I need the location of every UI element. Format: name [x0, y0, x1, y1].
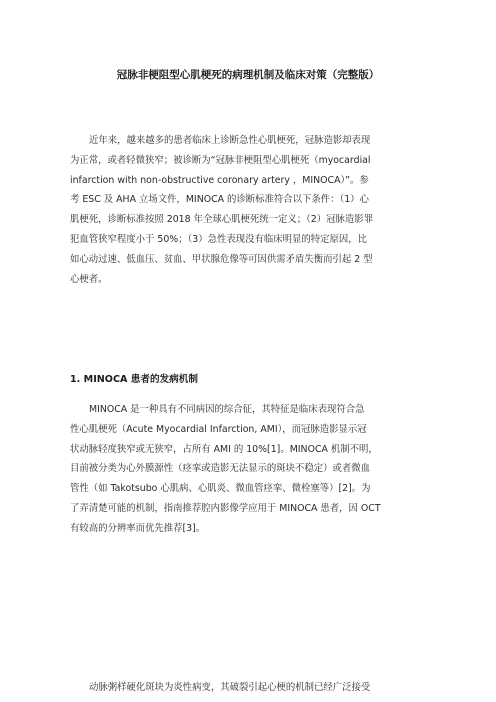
paragraph-line: 目前被分类为心外膜源性（痉挛或造影无法显示的斑块不稳定）或者微血 [70, 463, 371, 475]
paragraph-line: 管性（如 Takotsubo 心肌病、心肌炎、微血管痉挛、微栓塞等）[2]。为 [70, 483, 371, 495]
paragraph-line: 了弄清楚可能的机制，指南推荐腔内影像学应用于 MINOCA 患者，因 OCT [70, 502, 381, 514]
paragraph-line: 肌梗死，诊断标准按照 2018 年全球心肌梗死统一定义；（2）冠脉造影罪 [70, 214, 373, 226]
paragraph-line: 动脉粥样硬化斑块为炎性病变，其破裂引起心梗的机制已经广泛接受 [89, 682, 371, 693]
section-heading: 1. MINOCA 患者的发病机制 [70, 374, 198, 385]
paragraph-line: infarction with non-obstructive coronary artery ，MINOCA）”。参 [70, 174, 369, 186]
section-paragraph [70, 400, 426, 539]
trailing-paragraph [70, 678, 426, 698]
paragraph-line: 如心动过速、低血压、贫血、甲状腺危像等可因供需矛盾失衡而引起 2 型 [70, 253, 373, 265]
paragraph-line: 心梗者。 [70, 273, 108, 285]
paragraph-line: 状动脉轻度狭窄或无狭窄，占所有 AMI 的 10%[1]。MINOCA 机制不明， [70, 443, 378, 455]
paragraph-line: 近年来，越来越多的患者临床上诊断急性心肌梗死，冠脉造影却表现 [89, 135, 371, 146]
paragraph-line: 性心肌梗死（Acute Myocardial Infarction, AMI），而冠脉造影显示冠 [70, 423, 367, 435]
intro-paragraph [70, 131, 426, 289]
paragraph-line: 有较高的分辨率而优先推荐[3]。 [70, 522, 206, 534]
paragraph-line: MINOCA 是一种具有不同病因的综合征，其特征是临床表现符合急 [89, 404, 365, 415]
paragraph-line: 为正常，或者轻微狭窄；被诊断为“冠脉非梗阻型心肌梗死（myocardial [70, 154, 371, 166]
paragraph-line: 犯血管狭窄程度小于 50%；（3）急性表现没有临床明显的特定原因，比 [70, 233, 367, 245]
paragraph-line: 考 ESC 及 AHA 立场文件，MINOCA 的诊断标准符合以下条件：（1）心 [70, 194, 369, 206]
document-title: 冠脉非梗阻型心肌梗死的病理机制及临床对策（完整版） [116, 69, 380, 81]
